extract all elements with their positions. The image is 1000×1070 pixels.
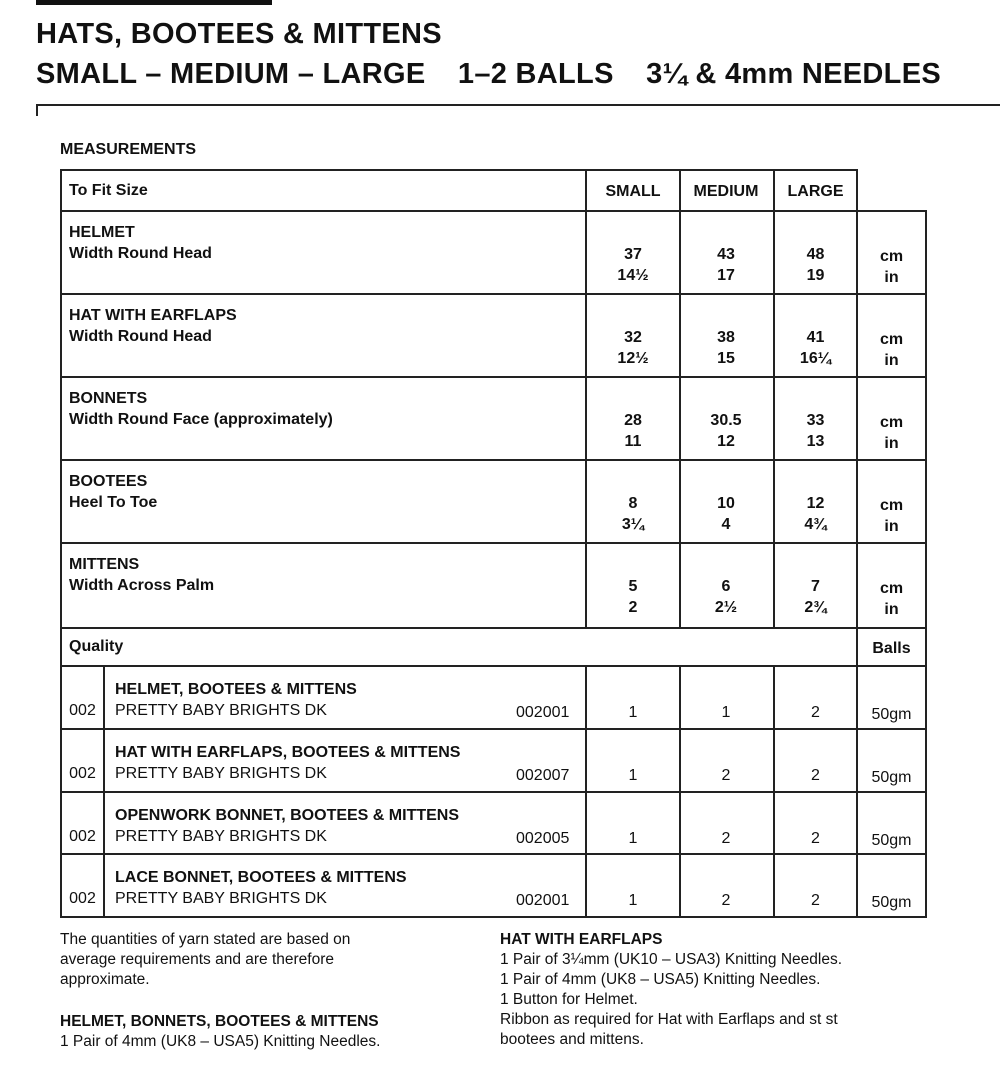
table-line	[585, 665, 587, 918]
value-cm: 10	[717, 495, 735, 512]
balls-count: 2	[811, 767, 820, 784]
item-desc: Heel To Toe	[69, 494, 158, 511]
quality-yarn: PRETTY BABY BRIGHTS DK	[115, 702, 327, 719]
table-line	[60, 791, 927, 793]
quality-shade: 002007	[516, 767, 570, 784]
table-line	[679, 665, 681, 918]
quality-code: 002	[69, 890, 96, 907]
quality-shade: 002005	[516, 830, 570, 847]
table-line	[60, 210, 927, 212]
balls-count: 1	[628, 704, 638, 721]
table-line	[60, 728, 927, 730]
quality-code: 002	[69, 765, 96, 782]
value-cm: 41	[806, 329, 825, 346]
balls-label: Balls	[872, 640, 911, 657]
table-line	[60, 665, 927, 667]
size-header-label: To Fit Size	[69, 182, 148, 199]
helmet-needles-heading: HELMET, BONNETS, BOOTEES & MITTENS	[60, 1013, 379, 1030]
value-cm: 48	[806, 246, 825, 263]
item-desc: Width Round Head	[69, 328, 212, 345]
hat-needles-line: 1 Button for Helmet.	[500, 991, 638, 1008]
ball-weight: 50gm	[871, 894, 912, 911]
item-name: BONNETS	[69, 390, 148, 407]
item-desc: Width Round Head	[69, 245, 212, 262]
balls-count: 2	[721, 892, 731, 909]
table-line	[679, 169, 681, 629]
ball-weight: 50gm	[871, 769, 912, 786]
quality-code: 002	[69, 702, 96, 719]
value-in: 12	[717, 433, 735, 450]
value-in: 2	[628, 599, 638, 616]
hat-needles-heading: HAT WITH EARFLAPS	[500, 931, 663, 948]
value-in: 2¾	[804, 599, 827, 616]
note-line: The quantities of yarn stated are based on	[60, 931, 351, 948]
quality-yarn: PRETTY BABY BRIGHTS DK	[115, 765, 327, 782]
unit-in: in	[884, 601, 899, 618]
item-name: HELMET	[69, 224, 135, 241]
size-medium-header: MEDIUM	[693, 183, 759, 200]
measurements-label: MEASUREMENTS	[60, 141, 197, 158]
subtitle-sizes: SMALL – MEDIUM – LARGE	[36, 58, 426, 90]
note-line: approximate.	[60, 971, 150, 988]
item-name: MITTENS	[69, 556, 140, 573]
value-cm: 28	[624, 412, 642, 429]
balls-count: 2	[721, 767, 731, 784]
table-line	[60, 542, 927, 544]
item-name: BOOTEES	[69, 473, 148, 490]
quality-title: HELMET, BOOTEES & MITTENS	[115, 681, 357, 698]
table-line	[60, 627, 927, 629]
quality-yarn: PRETTY BABY BRIGHTS DK	[115, 828, 327, 845]
subtitle-needles: 3¼ & 4mm NEEDLES	[646, 58, 941, 90]
table-line	[925, 210, 927, 918]
table-line	[60, 459, 927, 461]
value-in: 4	[721, 516, 731, 533]
balls-count: 1	[628, 767, 638, 784]
quality-title: OPENWORK BONNET, BOOTEES & MITTENS	[115, 807, 460, 824]
value-cm: 37	[624, 246, 642, 263]
table-line	[773, 169, 775, 629]
balls-count: 2	[721, 830, 731, 847]
unit-cm: cm	[879, 580, 904, 597]
value-in: 12½	[617, 350, 649, 367]
value-in: 17	[717, 267, 735, 284]
quality-title: HAT WITH EARFLAPS, BOOTEES & MITTENS	[115, 744, 461, 761]
value-cm: 43	[717, 246, 735, 263]
balls-count: 1	[628, 830, 638, 847]
table-line	[60, 916, 927, 918]
helmet-needles-section	[60, 1012, 380, 1052]
page-title: HATS, BOOTEES & MITTENS	[36, 18, 442, 50]
balls-count: 1	[721, 704, 731, 721]
subtitle-balls: 1–2 BALLS	[457, 58, 614, 90]
item-name: HAT WITH EARFLAPS	[69, 307, 237, 324]
table-line	[60, 376, 927, 378]
quality-code: 002	[69, 828, 96, 845]
value-cm: 7	[811, 578, 820, 595]
value-in: 16¼	[799, 350, 832, 367]
value-in: 13	[806, 433, 825, 450]
value-in: 2½	[714, 599, 738, 616]
quality-title: LACE BONNET, BOOTEES & MITTENS	[115, 869, 407, 886]
item-desc: Width Across Palm	[69, 577, 215, 594]
balls-count: 2	[811, 892, 820, 909]
unit-in: in	[884, 518, 899, 535]
unit-cm: cm	[879, 331, 904, 348]
yarn-note	[60, 930, 350, 990]
note-line: average requirements and are therefore	[60, 951, 334, 968]
quality-shade: 002001	[516, 704, 570, 721]
size-large-header: LARGE	[787, 183, 844, 200]
quality-label: Quality	[69, 638, 124, 655]
value-cm: 38	[717, 329, 735, 346]
hat-needles-line: Ribbon as required for Hat with Earflaps and st st	[500, 1011, 838, 1028]
ball-weight: 50gm	[871, 706, 912, 723]
value-in: 4¾	[804, 516, 827, 533]
value-cm: 30.5	[710, 412, 742, 429]
unit-in: in	[884, 269, 899, 286]
quality-shade: 002001	[516, 892, 570, 909]
helmet-needles-line: 1 Pair of 4mm (UK8 – USA5) Knitting Needles.	[60, 1033, 381, 1050]
value-cm: 5	[628, 578, 638, 595]
unit-in: in	[884, 352, 899, 369]
size-small-header: SMALL	[605, 183, 661, 200]
table-line	[60, 169, 856, 171]
hat-needles-line: 1 Pair of 3¼mm (UK10 – USA3) Knitting Needles.	[500, 951, 843, 968]
value-in: 14½	[617, 267, 649, 284]
value-cm: 8	[628, 495, 638, 512]
value-cm: 6	[721, 578, 731, 595]
unit-in: in	[884, 435, 899, 452]
balls-count: 2	[811, 830, 820, 847]
quality-yarn: PRETTY BABY BRIGHTS DK	[115, 890, 327, 907]
value-cm: 33	[806, 412, 825, 429]
value-cm: 12	[806, 495, 825, 512]
table-line	[60, 169, 62, 918]
hat-needles-line: 1 Pair of 4mm (UK8 – USA5) Knitting Needles.	[500, 971, 821, 988]
value-in: 3¼	[621, 516, 645, 533]
table-line	[60, 853, 927, 855]
table-line	[60, 293, 927, 295]
balls-count: 1	[628, 892, 638, 909]
value-cm: 32	[624, 329, 642, 346]
table-line	[585, 169, 587, 629]
balls-count: 2	[811, 704, 820, 721]
hat-needles-line: bootees and mittens.	[500, 1031, 644, 1048]
ball-weight: 50gm	[871, 832, 912, 849]
table-line	[773, 665, 775, 918]
unit-cm: cm	[879, 497, 904, 514]
item-desc: Width Round Face (approximately)	[69, 411, 333, 428]
table-line	[103, 665, 105, 918]
value-in: 19	[806, 267, 825, 284]
value-in: 11	[624, 433, 642, 450]
value-in: 15	[717, 350, 735, 367]
hat-needles-section	[500, 930, 842, 1050]
unit-cm: cm	[879, 414, 904, 431]
unit-cm: cm	[879, 248, 904, 265]
